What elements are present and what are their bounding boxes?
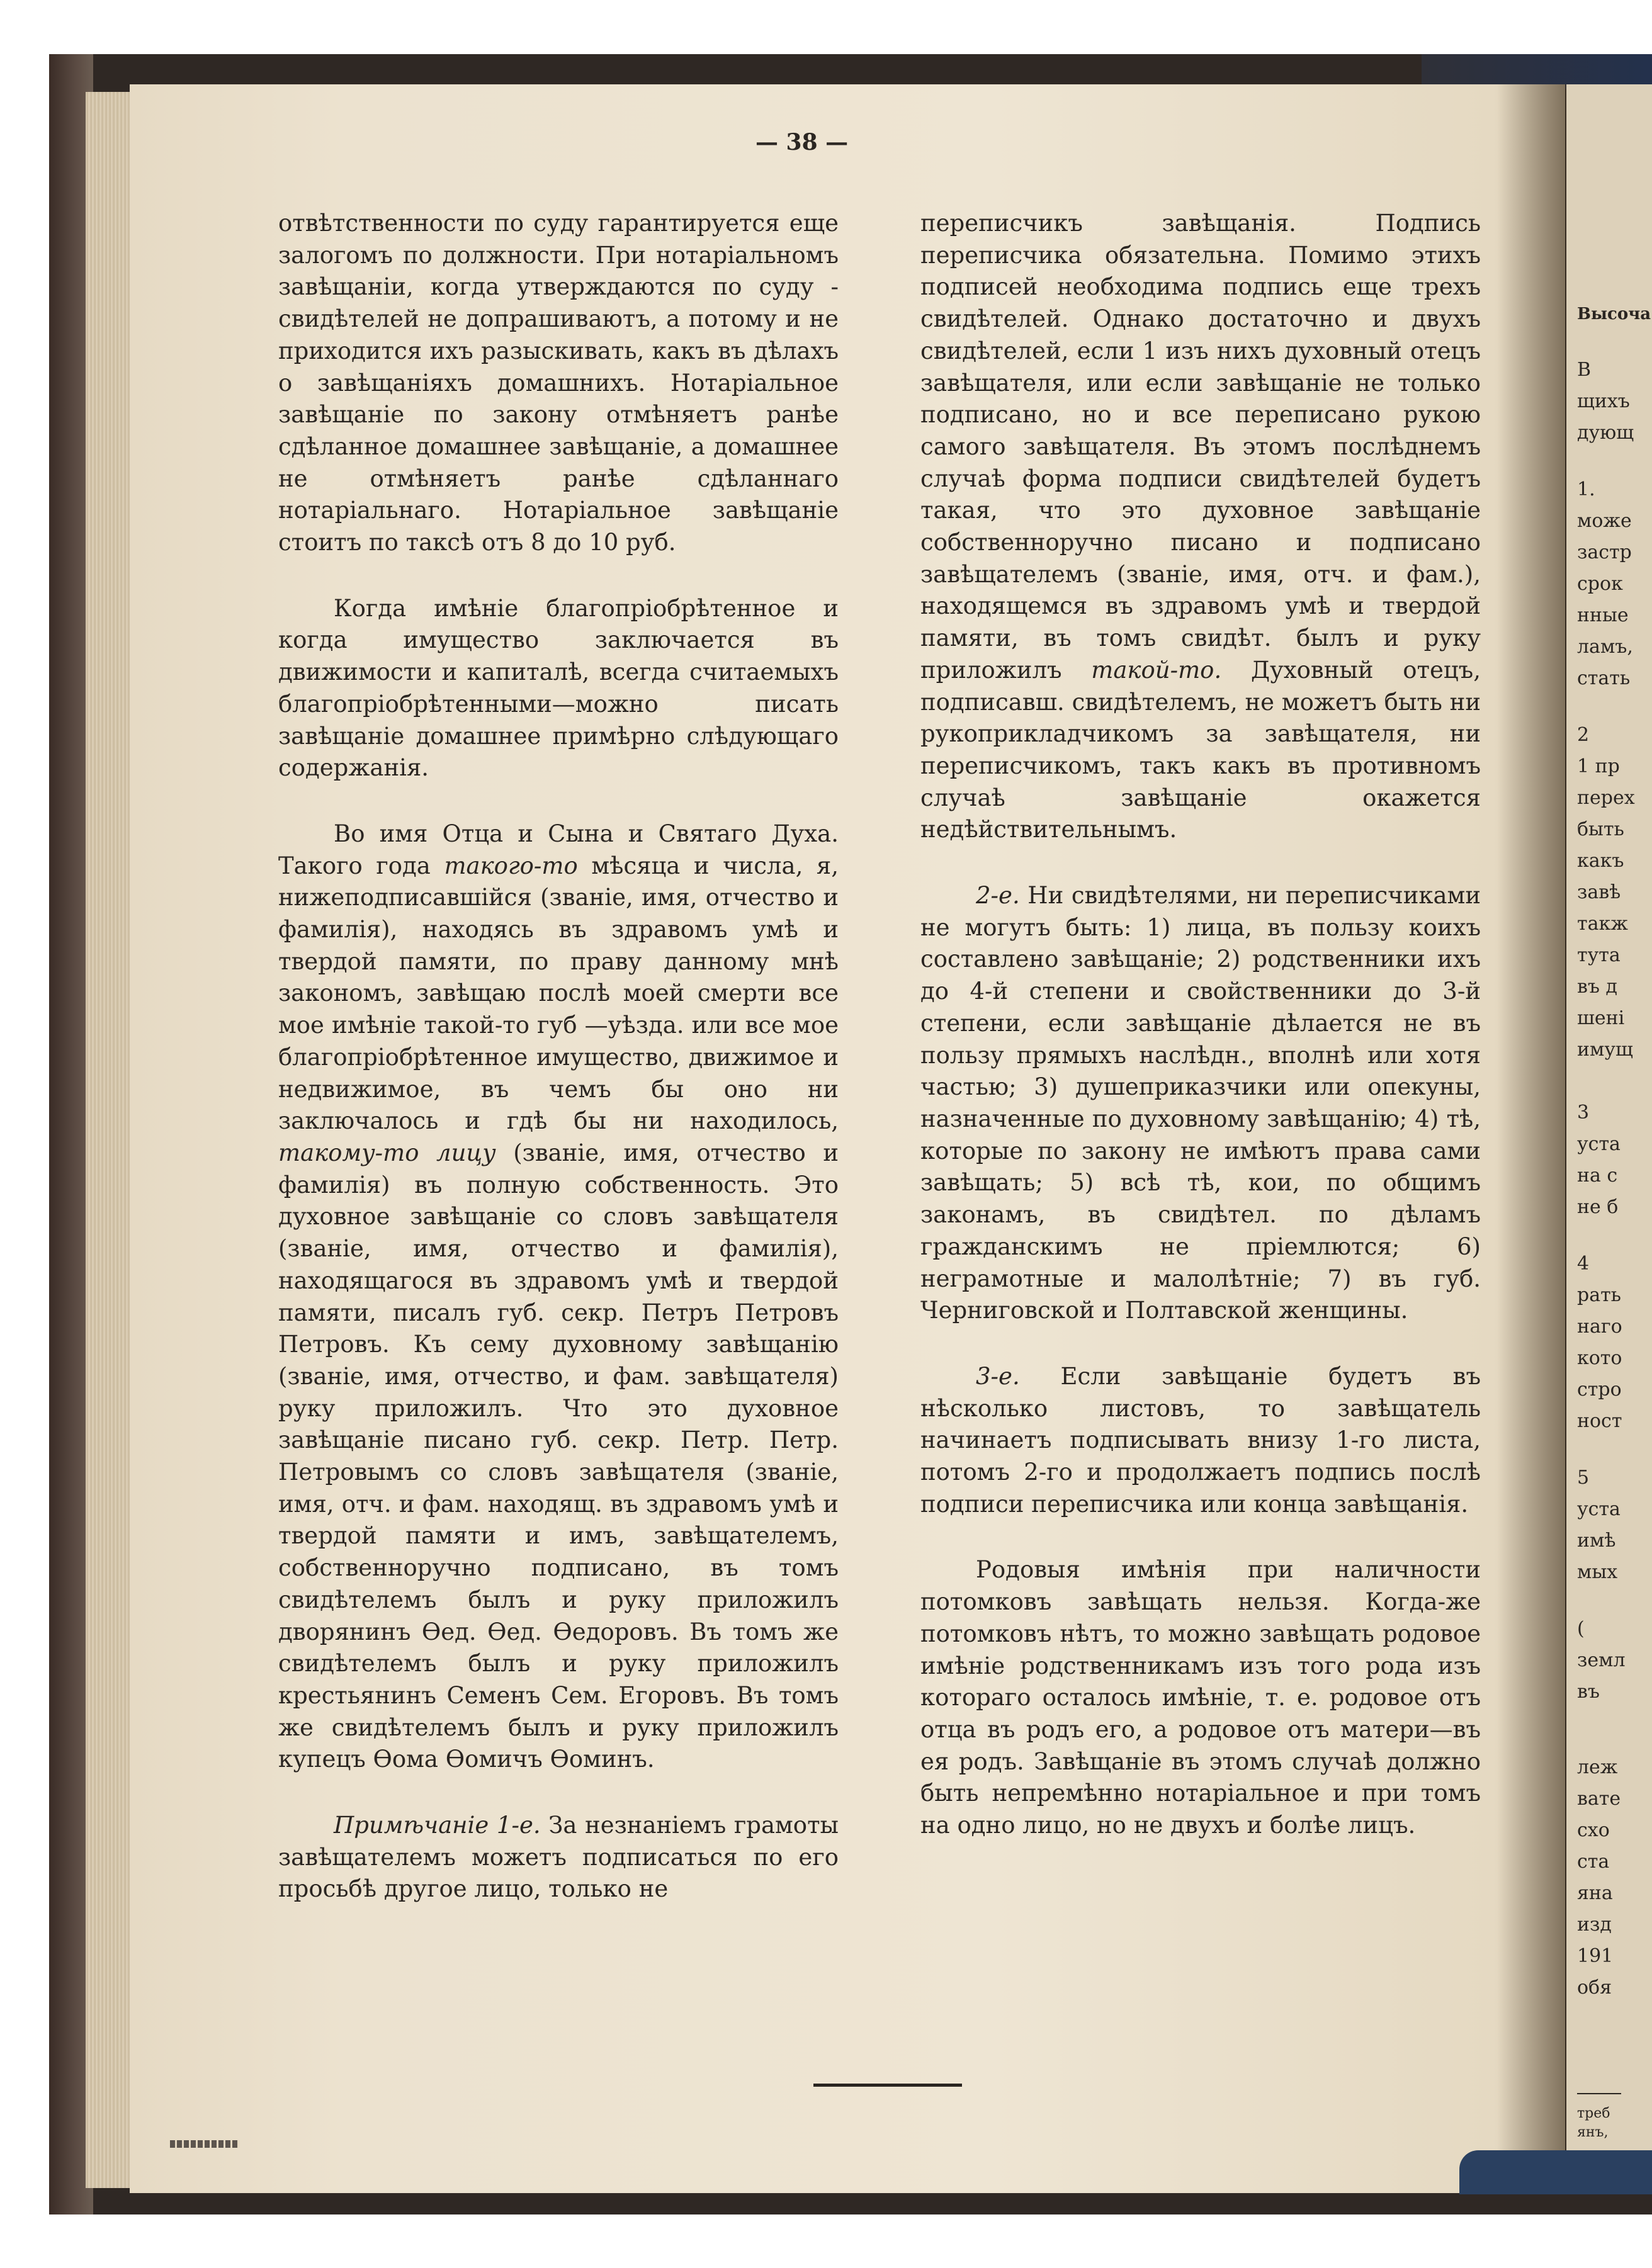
text-run: отвѣтственности по суду гарантируется еще залогомъ по должности. При нотаріальномъ завѣщаніи, когда утверждаются по суду - свидѣтелей не допрашиваютъ, а потому и не приходится ихъ разыскивать, какъ въ дѣлахъ о завѣщаніяхъ домашнихъ. Нотаріальное завѣщаніе по закону отмѣняетъ ранѣе сдѣланное домашнее завѣщаніе, а домашнее не отмѣняетъ ранѣе сдѣланнаго нотаріальнаго. Нотаріальное завѣщаніе стоитъ по таксѣ отъ 8 до 10 руб. bbox=[278, 210, 839, 556]
next-page-line: перех bbox=[1577, 787, 1635, 809]
paragraph bbox=[920, 880, 1481, 1327]
next-page-footnote: янъ, bbox=[1577, 2124, 1609, 2140]
page-number: — 38 — bbox=[755, 129, 849, 155]
next-page-line: стро bbox=[1577, 1379, 1622, 1401]
next-page-line: завѣ bbox=[1577, 881, 1621, 903]
next-page-line: В bbox=[1577, 359, 1592, 381]
paragraph-gap bbox=[278, 1776, 839, 1810]
next-page-line: ( bbox=[1577, 1618, 1585, 1640]
next-page-line: 1 пр bbox=[1577, 755, 1620, 777]
next-page-line: имущ bbox=[1577, 1039, 1633, 1061]
italic-text: такого-то bbox=[444, 852, 578, 879]
paragraph-gap bbox=[278, 784, 839, 818]
next-page-line: леж bbox=[1577, 1756, 1618, 1778]
paragraph-gap bbox=[920, 1520, 1481, 1554]
next-page-line: наго bbox=[1577, 1316, 1622, 1338]
paragraph bbox=[278, 818, 839, 1776]
next-page-line: на с bbox=[1577, 1165, 1618, 1187]
library-stamp bbox=[170, 2140, 239, 2148]
next-page-line: быть bbox=[1577, 818, 1624, 840]
text-run: Духовный отецъ, подписавш. свидѣтелемъ, не можетъ быть ни рукоприкладчикомъ за завѣщателя, ни переписчикомъ, такъ какъ въ противномъ случаѣ завѣщаніе окажется недѣйствительнымъ. bbox=[920, 656, 1481, 843]
text-run: Если завѣщаніе будетъ въ нѣсколько листовъ, то завѣщатель начинаетъ подписывать внизу 1-го листа, потомъ 2-го и продолжаетъ подпись послѣ подписи переписчика или конца завѣщанія. bbox=[920, 1362, 1481, 1518]
italic-text: Примѣчаніе 1-е. bbox=[334, 1812, 541, 1839]
next-page-line: въ д bbox=[1577, 976, 1617, 998]
next-page-line: тута bbox=[1577, 944, 1621, 966]
paragraph bbox=[278, 1810, 839, 1905]
next-page-line: уста bbox=[1577, 1133, 1621, 1155]
next-page-line: 4 bbox=[1577, 1253, 1590, 1275]
next-page-line: мых bbox=[1577, 1561, 1618, 1583]
text-run: (званіе, имя, отчество и фамилія) въ полную собственность. Это духовное завѣщаніе со словъ завѣщателя (званіе, имя, отчество и фамилія), находящагося въ здравомъ умѣ и твердой памяти, писалъ губ. секр. Петръ Петровъ Петровъ. Къ сему духовному завѣщанію (званіе, имя, отчество, и фам. завѣщателя) руку приложилъ. Что это духовное завѣщаніе писано губ. секр. Петр. Петр. Петровымъ со словъ завѣщателя (званіе, имя, отч. и фам. находящ. въ здравомъ умѣ и твердой памяти и имъ, завѣщателемъ, собственноручно подписано, въ томъ свидѣтелемъ былъ и руку приложилъ дворянинъ Өед. Өед. Өедоровъ. Въ томъ же свидѣтелемъ былъ и руку приложилъ крестьянинъ Семенъ Сем. Егоровъ. Въ томъ же свидѣтелемъ былъ и руку приложилъ купецъ Өома Өомичъ Өоминъ. bbox=[278, 1139, 839, 1773]
next-page-line: 1. bbox=[1577, 478, 1595, 500]
next-page-line: шені bbox=[1577, 1007, 1625, 1029]
next-page-line: рать bbox=[1577, 1284, 1622, 1306]
text-run: Ни свидѣтелями, ни переписчиками не могутъ быть: 1) лица, въ пользу коихъ составлено завѣщаніе; 2) родственники ихъ до 4-й степени и свойственники до 3-й степени, если завѣщаніе дѣлается не въ пользу прямыхъ наслѣдн., вполнѣ или хотя частью; 3) душеприказчики или опекуны, назначенные по духовному завѣщанію; 4) тѣ, которые по закону не имѣютъ права сами завѣщать; 5) всѣ тѣ, кои, по общимъ законамъ, въ свидѣтел. по дѣламъ гражданскимъ не пріемлются; 6) неграмотные и малолѣтніе; 7) въ губ. Черниговской и Полтавской женщины. bbox=[920, 882, 1481, 1324]
right-text-column bbox=[920, 208, 1481, 1842]
footnote-rule bbox=[1577, 2093, 1621, 2094]
next-page-line: стать bbox=[1577, 667, 1631, 689]
next-page-line: изд bbox=[1577, 1914, 1612, 1936]
next-page-line: уста bbox=[1577, 1498, 1621, 1520]
cover-edge-top bbox=[1422, 54, 1652, 89]
next-page-line: дующ bbox=[1577, 422, 1634, 444]
next-page-line: 3 bbox=[1577, 1102, 1590, 1124]
next-page-line: кото bbox=[1577, 1347, 1622, 1369]
gutter-shadow bbox=[1497, 84, 1566, 2193]
next-page-line: щихъ bbox=[1577, 390, 1630, 412]
next-page-line: застр bbox=[1577, 541, 1632, 563]
cover-edge-bottom bbox=[1459, 2150, 1652, 2194]
next-page-line: не б bbox=[1577, 1196, 1619, 1218]
end-rule bbox=[813, 2084, 962, 2087]
paragraph-gap bbox=[920, 846, 1481, 880]
next-page-footnote: треб bbox=[1577, 2106, 1610, 2121]
next-page-line: 2 bbox=[1577, 724, 1590, 746]
next-page-line: може bbox=[1577, 510, 1632, 532]
paragraph bbox=[920, 1361, 1481, 1521]
next-page-line: вате bbox=[1577, 1788, 1621, 1810]
next-page-heading: Высоча bbox=[1577, 305, 1651, 324]
next-page-line: 5 bbox=[1577, 1467, 1590, 1489]
text-run: переписчикъ завѣщанія. Подпись переписчика обязательна. Помимо этихъ подписей необходима подпись еще трехъ свидѣтелей. Однако достаточно и двухъ свидѣтелей, если 1 изъ нихъ духовный отецъ завѣщателя, или если завѣщаніе не только подписано, но и все переписано рукою самого завѣщателя. Въ этомъ послѣднемъ случаѣ форма подписи свидѣтелей будетъ такая, что это духовное завѣщаніе собственноручно писано и подписано завѣщателемъ (званіе, имя, отч. и фам.), находящемся въ здравомъ умѣ и твердой памяти, въ томъ свидѣт. былъ и руку приложилъ bbox=[920, 210, 1481, 684]
paragraph bbox=[920, 208, 1481, 846]
italic-text: такой-то. bbox=[1091, 656, 1222, 684]
next-page-line: какъ bbox=[1577, 850, 1624, 872]
italic-text: 2-е. bbox=[976, 882, 1020, 910]
italic-text: 3-е. bbox=[976, 1362, 1020, 1390]
next-page-line: яна bbox=[1577, 1882, 1613, 1904]
next-page-line: земл bbox=[1577, 1649, 1626, 1671]
next-page-line: такж bbox=[1577, 913, 1628, 935]
left-text-column bbox=[278, 208, 839, 1905]
next-page-line: имѣ bbox=[1577, 1530, 1616, 1552]
paragraph bbox=[278, 593, 839, 784]
text-run: Родовыя имѣнія при наличности потомковъ завѣщать нельзя. Когда-же потомковъ нѣтъ, то можно завѣщать родовое имѣніе родственникамъ изъ того рода изъ котораго осталось имѣніе, т. е. родовое отъ отца въ родъ его, а родовое отъ матери—въ ея родъ. Завѣщаніе въ этомъ случаѣ должно быть непремѣнно нотаріальное и при томъ на одно лицо, но не двухъ и болѣе лицъ. bbox=[920, 1556, 1481, 1839]
text-run: Когда имѣніе благопріобрѣтенное и когда имущество заключается въ движимости и капиталѣ, всегда считаемыхъ благопріобрѣтенными—можно писать завѣщаніе домашнее примѣрно слѣдующаго содержанія. bbox=[278, 594, 839, 782]
paragraph bbox=[920, 1554, 1481, 1841]
paragraph bbox=[278, 208, 839, 559]
next-page-line: 191 bbox=[1577, 1945, 1614, 1967]
next-page-line: нные bbox=[1577, 604, 1629, 626]
next-page-line: ност bbox=[1577, 1410, 1622, 1432]
next-page-line: ста bbox=[1577, 1851, 1610, 1873]
text-run: мѣсяца и числа, я, нижеподписавшійся (званіе, имя, отчество и фамилія), находясь въ здравомъ умѣ и твердой памяти, по праву данному мнѣ закономъ, завѣщаю послѣ моей смерти все мое имѣніе такой-то губ —уѣзда. или все мое благопріобрѣтенное имущество, движимое и недвижимое, въ чемъ бы оно ни заключалось и гдѣ бы ни находилось, bbox=[278, 852, 839, 1135]
next-page-line: схо bbox=[1577, 1819, 1610, 1841]
paragraph-gap bbox=[278, 559, 839, 593]
italic-text: такому-то лицу bbox=[278, 1139, 496, 1166]
text-run: Во имя Отца и Сына и Святаго Духа. Такого года bbox=[278, 820, 839, 879]
next-page-line: обя bbox=[1577, 1977, 1612, 1999]
next-page-line: ламъ, bbox=[1577, 636, 1633, 658]
next-page-line: срок bbox=[1577, 573, 1623, 595]
next-page-line: въ bbox=[1577, 1681, 1600, 1703]
paragraph-gap bbox=[920, 1327, 1481, 1361]
text-run: За незнаніемъ грамоты завѣщателемъ можетъ подписаться по его просьбѣ другое лицо, только не bbox=[278, 1812, 839, 1903]
